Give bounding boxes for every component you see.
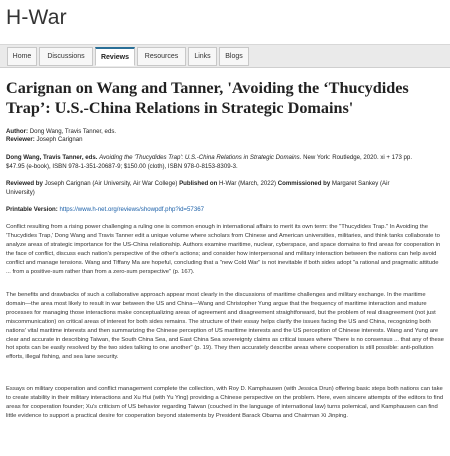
site-title[interactable]: H-War bbox=[6, 6, 67, 29]
tab-resources[interactable]: Resources bbox=[137, 47, 186, 66]
printable-label: Printable Version: bbox=[6, 206, 60, 213]
tab-bar bbox=[0, 44, 450, 68]
tab-discussions[interactable]: Discussions bbox=[39, 47, 93, 66]
printable-line bbox=[6, 206, 446, 215]
published-on-label: Published on bbox=[179, 180, 220, 187]
tab-links[interactable]: Links bbox=[188, 47, 217, 66]
review-paragraph-2: The benefits and drawbacks of such a collaborative approach appear most clearly in the discussions of maritime challenges and military exchange. In the maritime domain—the area most likely to result in war between the US and China—Wang and Christopher Yung argue that the frequency of maritime interaction and mature processes for managing those interactions make conceptualizing areas of agreement and disagreement straightforward, but the problem of real disagreement (not just miscommunication) on critical areas of interest for both sides remains. The structure of their essay helps clarify the issues facing the US and China, recognizing both nations' vital maritime interests and then summarizing the Chinese perception of US maritime interests and the US perception of Chinese interests. Wang and Yung are clear and accurate in describing Taiwan, the South China Sea, and East China Sea sovereignty claims as critical issues where "there is no consensus ... that any of these hot spots can be easily resolved by the two sides talking to one another" (p. 19). They then accurately describe areas where cooperation is still possible: anti-pollution efforts, illegal fishing, and sea lane security. bbox=[6, 292, 444, 361]
reviewer-label: Reviewer: bbox=[6, 136, 37, 143]
printable-version-link[interactable]: https://www.h-net.org/reviews/showpdf.php?id=57367 bbox=[59, 206, 204, 213]
tab-blogs[interactable]: Blogs bbox=[219, 47, 249, 66]
reviewer-value: Joseph Carignan bbox=[36, 136, 83, 143]
reviewed-by-value: Joseph Carignan (Air University, Air War College) bbox=[44, 180, 180, 187]
tab-reviews[interactable]: Reviews bbox=[95, 47, 135, 66]
commissioned-by-label: Commissioned by bbox=[277, 180, 332, 187]
citation-authors: Dong Wang, Travis Tanner, eds. bbox=[6, 154, 100, 161]
review-paragraph-3: Essays on military cooperation and conflict management complete the collection, with Roy D. Kamphausen (with Jessica Drun) offering basic steps both nations can take to create stability in their military interactions and Xu Hui (with Yu Ying) providing a Chinese perspective on the problem. Here, even sincere attempts of the editors to find areas for cooperation founder; Xu's criticism of US behavior regarding Taiwan (couched in the language of international law) turns polemical, and Kamphausen can find little evidence to support a practical desire for cooperation beyond statements by President Barack Obama and Chairman Xi Jinping. bbox=[6, 386, 444, 419]
page-title: Carignan on Wang and Tanner, 'Avoiding the ‘Thucydides Trap’: U.S.-China Relations in Strategic Domains' bbox=[6, 79, 409, 117]
tab-home[interactable]: Home bbox=[7, 47, 37, 66]
reviewer-line bbox=[6, 136, 446, 145]
citation-title: Avoiding the 'Thucydides Trap': U.S.-China Relations in Strategic Domains. bbox=[99, 154, 304, 161]
author-label: Author: bbox=[6, 128, 30, 135]
review-paragraph-1: Conflict resulting from a rising power challenging a ruling one is common enough in international affairs to merit its own term: the "Thucydides Trap." In Avoiding the 'Thucydides Trap,' Dong Wang and Travis Tanner edit a unique volume where scholars from Chinese and American universities, militaries, and think tanks collaborate to analyze areas of strategic importance for the US-China relationship. Authors examine maritime, nuclear, cyberspace, and space domains to find areas for cooperation in the face of conflict, discuss each nation's perspective of the other's actions; and consider how interpersonal and military interaction between the nations can help avoid conflict and manage tensions. Wang and Tiffany Ma are hopeful, concluding that a "new Cold War" is not inevitable if both sides adopt "a rational and pragmatic attitude ... from a positive-sum rather than from a zero-sum perspective" (p. 167). bbox=[6, 224, 441, 275]
commissioned-by-cont: University) bbox=[6, 189, 35, 196]
citation-line-1 bbox=[6, 154, 446, 163]
site-header bbox=[0, 0, 450, 44]
reviewed-by-label: Reviewed by bbox=[6, 180, 45, 187]
reviewed-by-line bbox=[6, 180, 446, 189]
citation-line-2: $47.95 (e-book), ISBN 978-1-351-20687-9; $150.00 (cloth), ISBN 978-0-8153-8309-3. bbox=[6, 163, 238, 170]
author-value: Dong Wang, Travis Tanner, eds. bbox=[29, 128, 117, 135]
published-on-value: H-War (March, 2022) bbox=[219, 180, 278, 187]
citation-publisher: New York: Routledge, 2020. xi + 173 pp. bbox=[303, 154, 413, 161]
commissioned-by-value: Margaret Sankey (Air bbox=[331, 180, 390, 187]
